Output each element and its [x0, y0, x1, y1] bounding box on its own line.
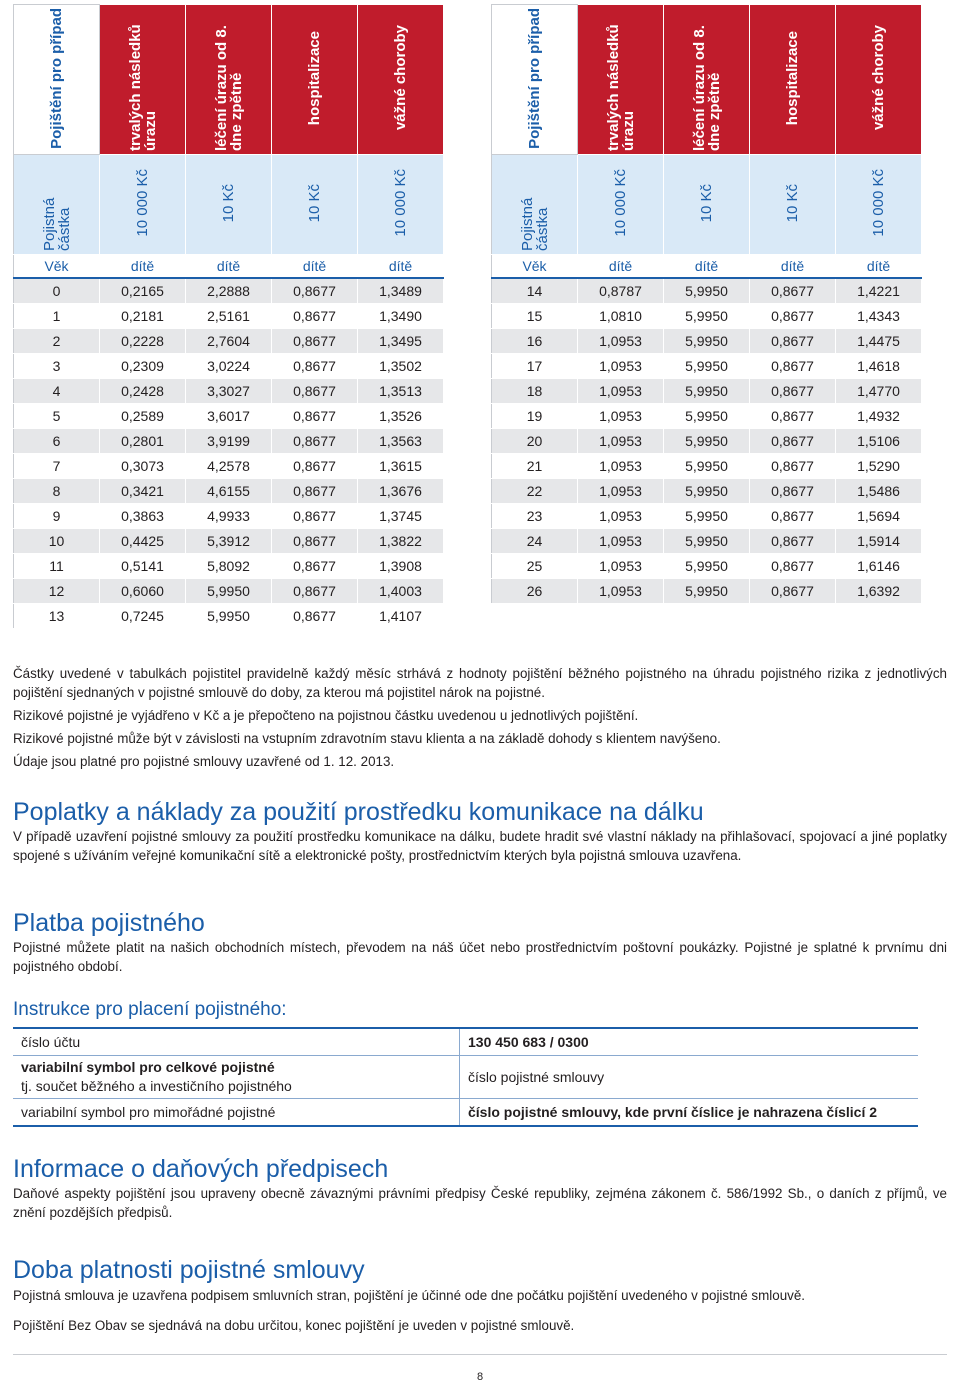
- child-label: dítě: [836, 255, 922, 279]
- header-injury-treatment: léčení úrazu od 8. dne zpětně: [186, 5, 272, 155]
- rate-cell: 3,9199: [186, 429, 272, 454]
- table-row: [492, 429, 922, 454]
- note-paragraph: Rizikové pojistné může být v závislosti na vstupním zdravotním stavu klienta a na základě dohody s klientem navýšeno.: [13, 731, 721, 746]
- age-label: Věk: [14, 255, 100, 279]
- table-row: [492, 379, 922, 404]
- age-cell: 17: [492, 354, 578, 379]
- age-cell: 10: [14, 529, 100, 554]
- vs-total-label: [13, 1056, 460, 1099]
- rate-cell: 1,0953: [578, 454, 664, 479]
- instructions-row: [13, 1028, 918, 1056]
- amount-label: Pojistná částka: [14, 155, 100, 255]
- age-cell: 4: [14, 379, 100, 404]
- rate-cell: 1,3526: [358, 404, 444, 429]
- rate-cell: 0,8677: [272, 504, 358, 529]
- account-label: číslo účtu: [13, 1028, 460, 1056]
- age-cell: 9: [14, 504, 100, 529]
- amount-cell: 10 000 Kč: [358, 155, 444, 255]
- rate-cell: 5,9950: [664, 278, 750, 304]
- payment-heading: Platba pojistného: [13, 909, 205, 937]
- age-cell: 22: [492, 479, 578, 504]
- rate-cell: 4,6155: [186, 479, 272, 504]
- age-cell: 24: [492, 529, 578, 554]
- table-row: [14, 404, 444, 429]
- rate-cell: 1,4932: [836, 404, 922, 429]
- rate-cell: 1,0953: [578, 429, 664, 454]
- amount-cell: 10 Kč: [750, 155, 836, 255]
- vs-extra-value: číslo pojistné smlouvy, kde první číslice je nahrazena číslicí 2: [460, 1099, 919, 1127]
- rate-cell: 0,8677: [272, 278, 358, 304]
- rate-cell: 0,8677: [272, 404, 358, 429]
- account-value: 130 450 683 / 0300: [460, 1028, 919, 1056]
- rate-cell: 1,4003: [358, 579, 444, 604]
- rate-cell: 1,4618: [836, 354, 922, 379]
- rate-cell: 0,8677: [750, 554, 836, 579]
- rate-cell: 0,8677: [750, 529, 836, 554]
- fees-heading: Poplatky a náklady za použití prostředku komunikace na dálku: [13, 798, 704, 826]
- rate-cell: 1,3490: [358, 304, 444, 329]
- rate-notes: [13, 664, 947, 775]
- amount-cell: 10 000 Kč: [836, 155, 922, 255]
- rate-cell: 3,0224: [186, 354, 272, 379]
- age-cell: 19: [492, 404, 578, 429]
- rate-cell: 0,2165: [100, 278, 186, 304]
- footer-divider: [13, 1354, 947, 1355]
- rate-cell: 3,3027: [186, 379, 272, 404]
- age-cell: 26: [492, 579, 578, 604]
- rate-cell: 0,2589: [100, 404, 186, 429]
- rate-cell: 5,3912: [186, 529, 272, 554]
- note-paragraph: Údaje jsou platné pro pojistné smlouvy uzavřené od 1. 12. 2013.: [13, 754, 395, 769]
- validity-heading: Doba platnosti pojistné smlouvy: [13, 1256, 365, 1284]
- table-row: [14, 529, 444, 554]
- rate-cell: 1,5914: [836, 529, 922, 554]
- table-row: [14, 429, 444, 454]
- rate-cell: 5,9950: [664, 354, 750, 379]
- rate-cell: 5,9950: [664, 579, 750, 604]
- rate-cell: 1,6392: [836, 579, 922, 604]
- rate-table-age-row: [14, 255, 444, 279]
- rate-cell: 1,4475: [836, 329, 922, 354]
- rate-cell: 5,9950: [664, 304, 750, 329]
- age-cell: 15: [492, 304, 578, 329]
- rate-table-body: [14, 278, 444, 629]
- table-row: [14, 554, 444, 579]
- vs-extra-label: variabilní symbol pro mimořádné pojistné: [13, 1099, 460, 1127]
- age-label: Věk: [492, 255, 578, 279]
- rate-cell: 0,8677: [750, 454, 836, 479]
- age-cell: 14: [492, 278, 578, 304]
- rate-table-right: [491, 4, 922, 604]
- rate-cell: 0,8677: [750, 504, 836, 529]
- validity-paragraph: Pojistná smlouva je uzavřena podpisem smluvních stran, pojištění je účinné ode dne počátku pojištění uvedeného v pojistné smlouvě.: [13, 1288, 806, 1303]
- table-row: [492, 278, 922, 304]
- table-row: [492, 479, 922, 504]
- rate-cell: 1,3822: [358, 529, 444, 554]
- rate-cell: 2,5161: [186, 304, 272, 329]
- table-row: [492, 404, 922, 429]
- vs-total-label-b: tj. součet běžného a investičního pojistného: [21, 1078, 292, 1094]
- rate-cell: 4,2578: [186, 454, 272, 479]
- fees-paragraph: V případě uzavření pojistné smlouvy za použití prostředku komunikace na dálku, budete hradit své vlastní náklady na přihlašovací, spojovací a jiné poplatky spojené s užíváním veřejné komunikační sítě a elektronické pošty, prostřednictvím kterých byla pojistná smlouva uzavřena.: [13, 829, 947, 863]
- age-cell: 5: [14, 404, 100, 429]
- table-row: [14, 379, 444, 404]
- table-row: [492, 329, 922, 354]
- rate-cell: 0,8677: [272, 329, 358, 354]
- rate-cell: 0,6060: [100, 579, 186, 604]
- rate-cell: 1,4221: [836, 278, 922, 304]
- rate-cell: 0,7245: [100, 604, 186, 629]
- rate-cell: 0,8677: [272, 454, 358, 479]
- rate-cell: 1,0953: [578, 404, 664, 429]
- header-permanent-injury: trvalých následků úrazu: [578, 5, 664, 155]
- rate-cell: 0,8677: [272, 579, 358, 604]
- rate-cell: 1,0953: [578, 479, 664, 504]
- note-paragraph: Rizikové pojistné je vyjádřeno v Kč a je přepočteno na pojistnou částku uvedenou u jednotlivých pojištění.: [13, 708, 639, 723]
- age-cell: 7: [14, 454, 100, 479]
- rate-cell: 1,3908: [358, 554, 444, 579]
- header-hospitalization: hospitalizace: [272, 5, 358, 155]
- rate-cell: 1,6146: [836, 554, 922, 579]
- age-cell: 11: [14, 554, 100, 579]
- table-row: [14, 504, 444, 529]
- rate-cell: 1,4107: [358, 604, 444, 629]
- table-row: [492, 504, 922, 529]
- instructions-row: [13, 1099, 918, 1127]
- age-cell: 16: [492, 329, 578, 354]
- age-cell: 3: [14, 354, 100, 379]
- age-cell: 2: [14, 329, 100, 354]
- instructions-heading: Instrukce pro placení pojistného:: [13, 999, 287, 1020]
- rate-cell: 5,9950: [664, 429, 750, 454]
- rate-cell: 1,0953: [578, 329, 664, 354]
- rate-cell: 3,6017: [186, 404, 272, 429]
- rate-cell: 2,2888: [186, 278, 272, 304]
- rate-cell: 0,8677: [272, 354, 358, 379]
- table-row: [492, 579, 922, 604]
- rate-cell: 0,8677: [750, 429, 836, 454]
- table-row: [14, 329, 444, 354]
- rate-cell: 0,8677: [750, 278, 836, 304]
- table-row: [492, 554, 922, 579]
- header-serious-illness: vážné choroby: [358, 5, 444, 155]
- age-cell: 12: [14, 579, 100, 604]
- table-row: [14, 454, 444, 479]
- rate-table-age-row: [492, 255, 922, 279]
- rate-cell: 0,8677: [750, 479, 836, 504]
- rate-cell: 5,9950: [664, 529, 750, 554]
- amount-label: Pojistná částka: [492, 155, 578, 255]
- child-label: dítě: [100, 255, 186, 279]
- rate-cell: 0,4425: [100, 529, 186, 554]
- rate-cell: 1,3745: [358, 504, 444, 529]
- rate-cell: 1,3489: [358, 278, 444, 304]
- rate-cell: 5,9950: [664, 454, 750, 479]
- header-serious-illness: vážné choroby: [836, 5, 922, 155]
- header-hospitalization: hospitalizace: [750, 5, 836, 155]
- payment-instructions-table: [13, 1027, 918, 1127]
- table-row: [492, 354, 922, 379]
- rate-table-left: [13, 4, 444, 629]
- table-row: [492, 529, 922, 554]
- rate-cell: 0,3073: [100, 454, 186, 479]
- rate-cell: 0,8677: [272, 554, 358, 579]
- rate-table-body: [492, 278, 922, 604]
- rate-cell: 0,2309: [100, 354, 186, 379]
- table-row: [14, 579, 444, 604]
- rate-table-amount-row: [492, 155, 922, 255]
- rate-cell: 1,3676: [358, 479, 444, 504]
- rate-cell: 5,9950: [664, 479, 750, 504]
- rate-cell: 1,0953: [578, 579, 664, 604]
- table-row: [492, 304, 922, 329]
- age-cell: 1: [14, 304, 100, 329]
- rate-cell: 5,9950: [186, 579, 272, 604]
- payment-text: [13, 938, 947, 980]
- age-cell: 23: [492, 504, 578, 529]
- child-label: dítě: [750, 255, 836, 279]
- rate-cell: 0,8677: [272, 479, 358, 504]
- child-label: dítě: [186, 255, 272, 279]
- rate-cell: 0,8677: [750, 329, 836, 354]
- header-injury-treatment: léčení úrazu od 8. dne zpětně: [664, 5, 750, 155]
- amount-cell: 10 Kč: [186, 155, 272, 255]
- rate-cell: 1,3563: [358, 429, 444, 454]
- child-label: dítě: [578, 255, 664, 279]
- rate-cell: 0,8677: [750, 579, 836, 604]
- amount-cell: 10 000 Kč: [100, 155, 186, 255]
- rate-cell: 0,8677: [272, 304, 358, 329]
- rate-cell: 1,0953: [578, 554, 664, 579]
- rate-cell: 0,8677: [272, 429, 358, 454]
- rate-cell: 5,9950: [664, 379, 750, 404]
- rate-cell: 1,3502: [358, 354, 444, 379]
- rate-cell: 1,5694: [836, 504, 922, 529]
- age-cell: 20: [492, 429, 578, 454]
- rate-cell: 5,9950: [664, 329, 750, 354]
- rate-cell: 1,0953: [578, 529, 664, 554]
- validity-text: [13, 1286, 947, 1339]
- payment-paragraph: Pojistné můžete platit na našich obchodních místech, převodem na náš účet nebo prostřednictvím poštovní poukázky. Pojistné je splatné k prvnímu dni pojistného období.: [13, 940, 947, 974]
- vs-total-label-a: variabilní symbol pro celkové pojistné: [21, 1059, 275, 1075]
- table-row: [492, 454, 922, 479]
- instructions-row: [13, 1056, 918, 1099]
- amount-cell: 10 Kč: [272, 155, 358, 255]
- header-insurance-for: Pojištění pro případ: [492, 5, 578, 155]
- tax-text: [13, 1184, 947, 1226]
- rate-cell: 1,0953: [578, 379, 664, 404]
- rate-cell: 0,8677: [272, 379, 358, 404]
- age-cell: 13: [14, 604, 100, 629]
- rate-cell: 1,0810: [578, 304, 664, 329]
- note-paragraph: Částky uvedené v tabulkách pojistitel pravidelně každý měsíc strhává z hodnoty pojištění běžného pojistného na úhradu pojistného rizika z jednotlivých pojištění sjednaných v pojistné smlouvě do doby, za kterou má pojistitel nárok na pojistné.: [13, 666, 947, 700]
- rate-table-amount-row: [14, 155, 444, 255]
- rate-cell: 0,8677: [272, 604, 358, 629]
- rate-cell: 0,8677: [750, 304, 836, 329]
- table-row: [14, 304, 444, 329]
- rate-cell: 5,9950: [664, 404, 750, 429]
- rate-cell: 0,8677: [272, 529, 358, 554]
- rate-cell: 1,3495: [358, 329, 444, 354]
- rate-cell: 5,9950: [664, 554, 750, 579]
- child-label: dítě: [272, 255, 358, 279]
- amount-cell: 10 Kč: [664, 155, 750, 255]
- table-row: [14, 278, 444, 304]
- header-insurance-for: Pojištění pro případ: [14, 5, 100, 155]
- page-number: 8: [476, 1371, 484, 1383]
- tax-heading: Informace o daňových předpisech: [13, 1155, 389, 1183]
- age-cell: 25: [492, 554, 578, 579]
- rate-cell: 0,3863: [100, 504, 186, 529]
- rate-cell: 1,0953: [578, 504, 664, 529]
- age-cell: 8: [14, 479, 100, 504]
- rate-cell: 1,4343: [836, 304, 922, 329]
- age-cell: 6: [14, 429, 100, 454]
- rate-cell: 1,5290: [836, 454, 922, 479]
- rate-cell: 1,3513: [358, 379, 444, 404]
- rate-cell: 5,9950: [186, 604, 272, 629]
- age-cell: 18: [492, 379, 578, 404]
- rate-cell: 4,9933: [186, 504, 272, 529]
- rate-cell: 0,2801: [100, 429, 186, 454]
- rate-cell: 0,2181: [100, 304, 186, 329]
- rate-cell: 1,5486: [836, 479, 922, 504]
- age-cell: 0: [14, 278, 100, 304]
- rate-table-header-row: [492, 5, 922, 155]
- table-row: [14, 604, 444, 629]
- rate-cell: 1,5106: [836, 429, 922, 454]
- child-label: dítě: [358, 255, 444, 279]
- rate-cell: 0,2428: [100, 379, 186, 404]
- rate-cell: 0,3421: [100, 479, 186, 504]
- rate-cell: 5,8092: [186, 554, 272, 579]
- rate-cell: 1,0953: [578, 354, 664, 379]
- tax-paragraph: Daňové aspekty pojištění jsou upraveny obecně závaznými právními předpisy České republiky, zejména zákonem č. 586/1992 Sb., o daních z příjmů, ve znění pozdějších předpisů.: [13, 1186, 947, 1220]
- child-label: dítě: [664, 255, 750, 279]
- rate-cell: 5,9950: [664, 504, 750, 529]
- header-permanent-injury: trvalých následků úrazu: [100, 5, 186, 155]
- rate-cell: 0,8677: [750, 379, 836, 404]
- validity-paragraph: Pojištění Bez Obav se sjednává na dobu určitou, konec pojištění je uveden v pojistné smlouvě.: [13, 1318, 575, 1333]
- rate-cell: 1,3615: [358, 454, 444, 479]
- rate-cell: 0,8787: [578, 278, 664, 304]
- table-row: [14, 479, 444, 504]
- rate-table-header-row: [14, 5, 444, 155]
- rate-cell: 0,8677: [750, 404, 836, 429]
- fees-text: [13, 827, 947, 869]
- rate-cell: 1,4770: [836, 379, 922, 404]
- rate-cell: 0,8677: [750, 354, 836, 379]
- rate-cell: 0,5141: [100, 554, 186, 579]
- amount-cell: 10 000 Kč: [578, 155, 664, 255]
- age-cell: 21: [492, 454, 578, 479]
- vs-total-value: číslo pojistné smlouvy: [460, 1056, 919, 1099]
- rate-cell: 2,7604: [186, 329, 272, 354]
- table-row: [14, 354, 444, 379]
- rate-cell: 0,2228: [100, 329, 186, 354]
